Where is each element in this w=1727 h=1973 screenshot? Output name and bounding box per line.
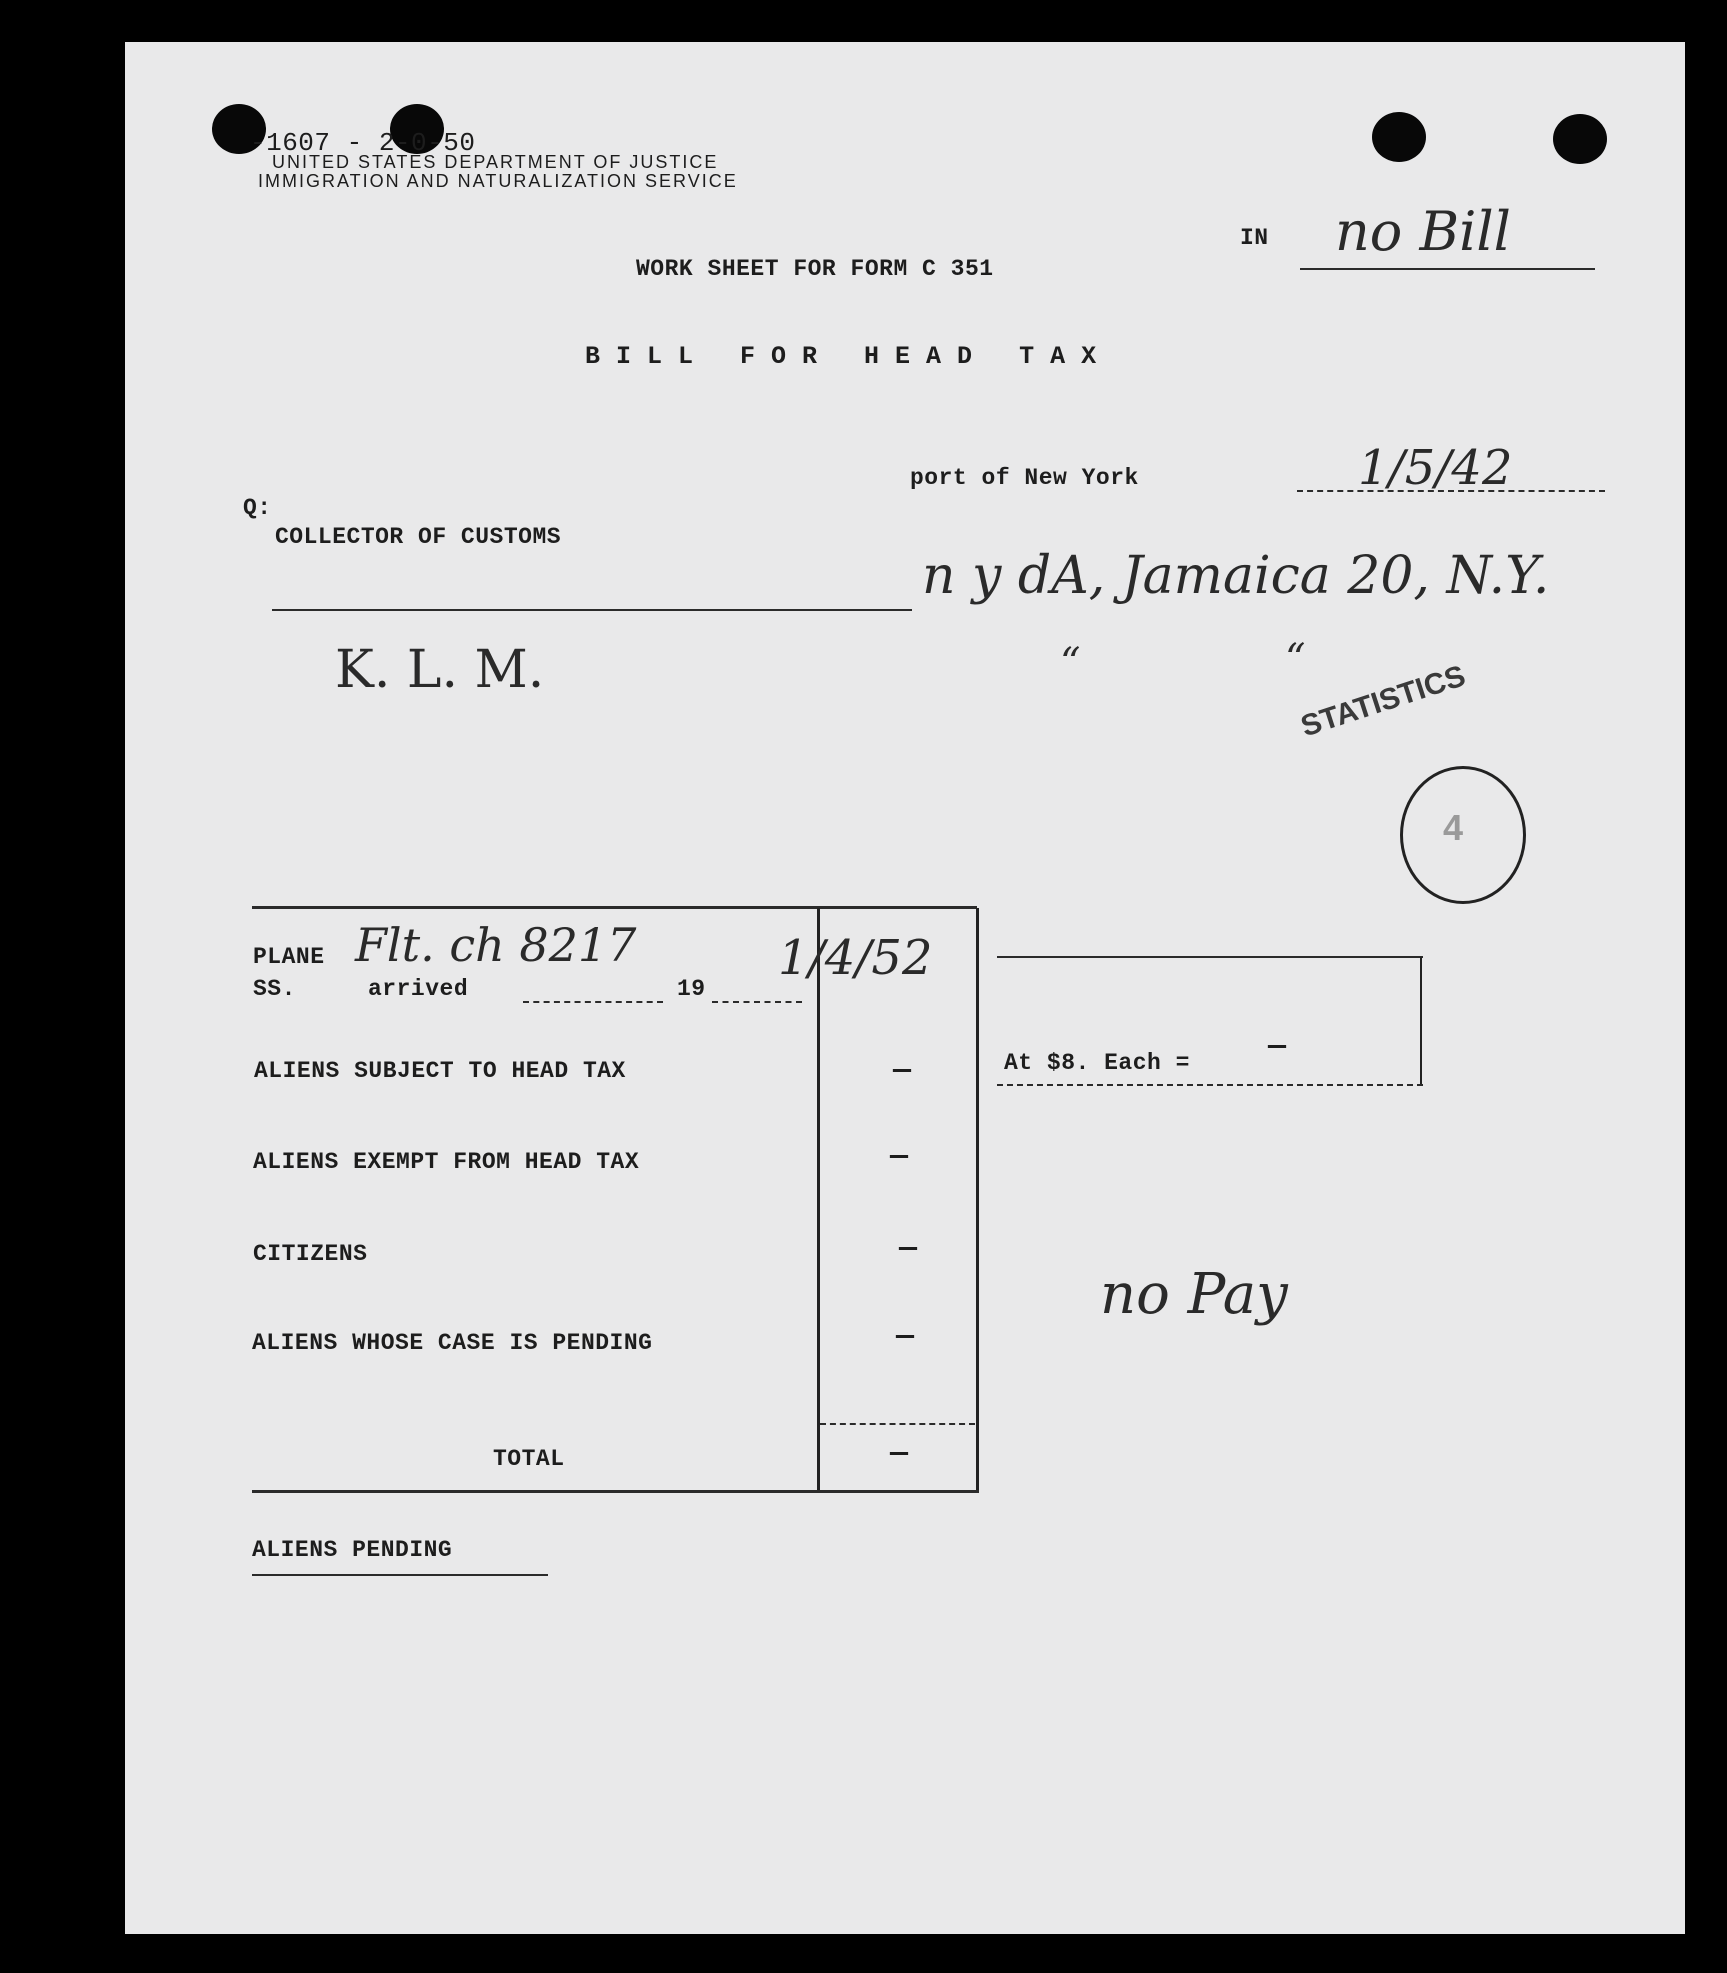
row-value: — (896, 1320, 915, 1354)
to-label: Q: (243, 495, 272, 521)
ditto-mark: “ (1285, 636, 1306, 682)
ss-label: SS. (253, 976, 296, 1002)
table-bottom-border (252, 1490, 979, 1493)
circled-number: 4 (1443, 807, 1464, 848)
aliens-pending-label: ALIENS PENDING (252, 1537, 453, 1563)
form-subtitle: B I L L F O R H E A D T A X (585, 342, 1097, 371)
note-handwritten: no Pay (1100, 1262, 1288, 1327)
arrived-blank (523, 1001, 663, 1003)
date-handwritten: 1/5/42 (1358, 440, 1513, 496)
address-handwritten: n y dA, Jamaica 20, N.Y. (922, 546, 1550, 606)
in-underline (1300, 268, 1595, 270)
department-line: UNITED STATES DEPARTMENT OF JUSTICE (272, 152, 719, 172)
file-number: -1607 - 2-0-50 (250, 128, 476, 158)
in-label: IN (1240, 225, 1269, 251)
table-top-border (252, 906, 977, 909)
ditto-mark: “ (1060, 640, 1081, 686)
arrived-label: arrived (368, 976, 469, 1002)
row-value: — (899, 1232, 918, 1266)
statistics-stamp: STATISTICS (1297, 659, 1470, 744)
carrier-handwritten: K. L. M. (335, 640, 545, 700)
rate-value: — (1268, 1030, 1287, 1064)
flight-handwritten: Flt. ch 8217 (355, 918, 637, 972)
row-label: CITIZENS (253, 1241, 368, 1267)
row-value: — (890, 1140, 909, 1174)
table-divider (817, 908, 820, 1490)
plane-label: PLANE (253, 944, 325, 970)
rate-box-bottom (997, 1084, 1423, 1086)
rate-label: At $8. Each = (1004, 1050, 1190, 1076)
form-title: WORK SHEET FOR FORM C 351 (636, 256, 994, 282)
rate-box-top (997, 956, 1423, 958)
date-underline (1297, 490, 1605, 492)
in-value-handwritten: no Bill (1335, 200, 1511, 263)
row-value: — (893, 1054, 912, 1088)
collector-of-customs: COLLECTOR OF CUSTOMS (275, 524, 562, 550)
total-rule (820, 1423, 975, 1425)
arrival-date-handwritten: 1/4/52 (778, 930, 933, 986)
aliens-pending-underline (252, 1574, 548, 1576)
year-blank (712, 1001, 802, 1003)
row-label: ALIENS EXEMPT FROM HEAD TAX (253, 1149, 640, 1175)
punch-hole (1553, 114, 1607, 164)
row-label: ALIENS WHOSE CASE IS PENDING (252, 1330, 653, 1356)
address-underline (272, 609, 912, 611)
service-line: IMMIGRATION AND NATURALIZATION SERVICE (258, 171, 738, 191)
document-page (125, 42, 1685, 1934)
total-label: TOTAL (493, 1446, 565, 1472)
total-value: — (890, 1437, 909, 1471)
punch-hole (1372, 112, 1426, 162)
row-label: ALIENS SUBJECT TO HEAD TAX (254, 1058, 626, 1084)
port-label: port of New York (910, 465, 1139, 491)
table-right-border (976, 908, 979, 1492)
rate-box-right (1420, 957, 1422, 1085)
year-prefix: 19 (677, 976, 706, 1002)
